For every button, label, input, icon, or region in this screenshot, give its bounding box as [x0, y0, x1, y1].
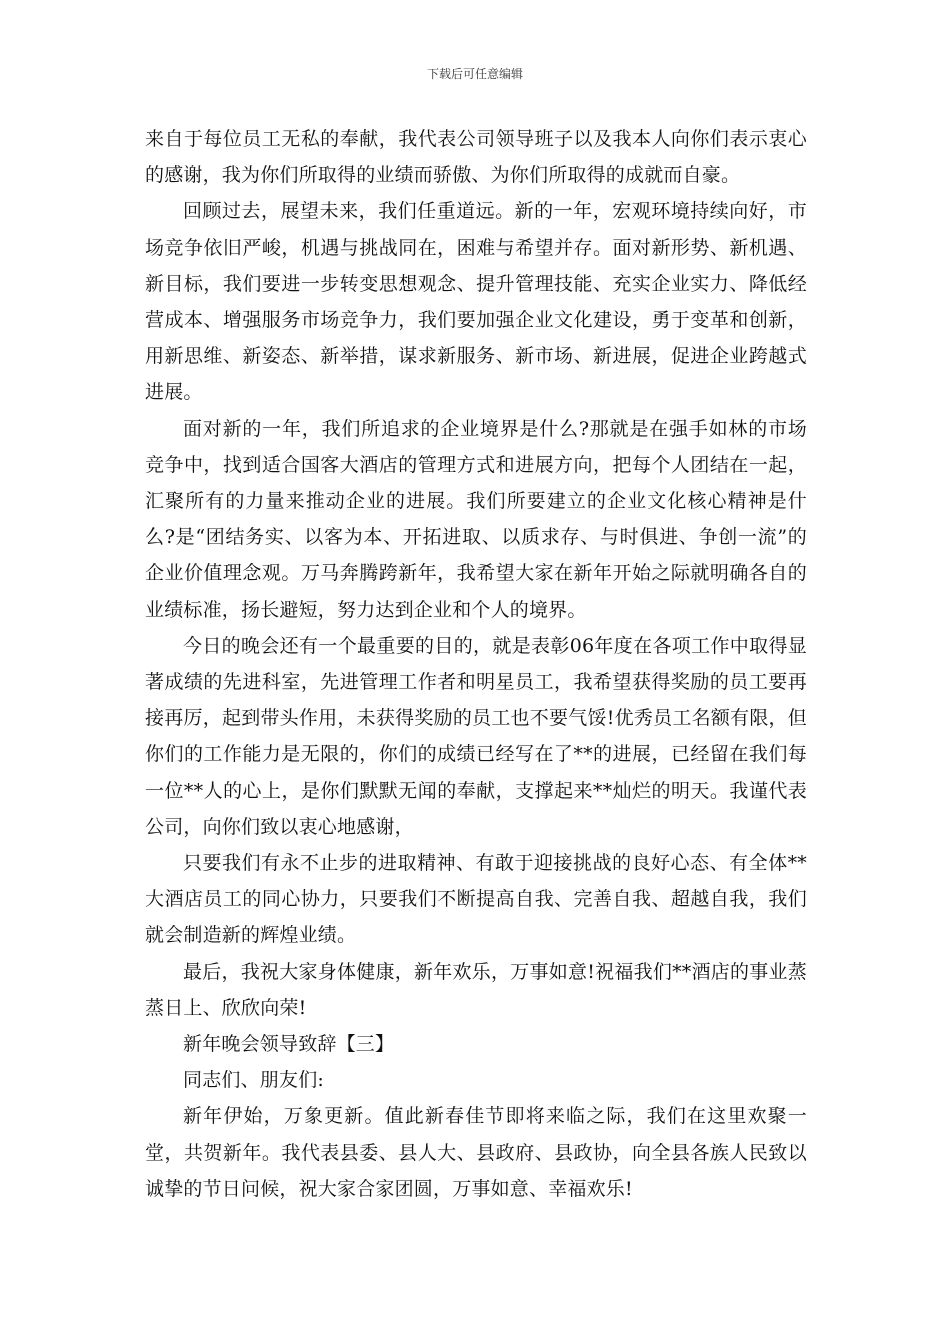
salutation: 同志们、朋友们:: [183, 1069, 325, 1092]
document-body: [145, 121, 807, 1207]
paragraph-continuation: 来自于每位员工无私的奉献，我代表公司领导班子以及我本人向你们表示衷心的感谢，我为你们所取得的业绩而骄傲、为你们所取得的成就而自豪。: [145, 128, 807, 187]
paragraph-awards: 今日的晚会还有一个最重要的目的，就是表彰06年度在各项工作中取得显著成绩的先进科室，先进管理工作者和明星员工，我希望获得奖励的员工要再接再厉，起到带头作用，未获得奖励的员工也不要气馁!优秀员工名额有限，但你们的工作能力是无限的，你们的成绩已经写在了**的进展，已经留在我们每一位**人的心上，是你们默默无闻的奉献，支撑起来**灿烂的明天。我谨代表公司，向你们致以衷心地感谢，: [145, 634, 807, 838]
paragraph-spirit: 只要我们有永不止步的进取精神、有敢于迎接挑战的良好心态、有全体**大酒店员工的同心协力，只要我们不断提高自我、完善自我、超越自我，我们就会制造新的辉煌业绩。: [145, 852, 807, 947]
page-header: 下载后可任意编辑: [426, 67, 523, 81]
paragraph-review-outlook: 回顾过去，展望未来，我们任重道远。新的一年，宏观环境持续向好，市场竞争依旧严峻，机遇与挑战同在，困难与希望并存。面对新形势、新机遇、新目标，我们要进一步转变思想观念、提升管理技能、充实企业实力、降低经营成本、增强服务市场竞争力，我们要加强企业文化建设，勇于变革和创新，用新思维、新姿态、新举措，谋求新服务、新市场、新进展，促进企业跨越式进展。: [145, 200, 807, 404]
paragraph-closing-wishes: 最后，我祝大家身体健康，新年欢乐，万事如意!祝福我们**酒店的事业蒸蒸日上、欣欣向荣!: [145, 960, 807, 1019]
section-heading: 新年晚会领导致辞【三】: [183, 1033, 395, 1056]
paragraph-new-year-greeting: 新年伊始，万象更新。值此新春佳节即将来临之际，我们在这里欢聚一堂，共贺新年。我代表县委、县人大、县政府、县政协，向全县各族人民致以诚挚的节日问候，祝大家合家团圆，万事如意、幸福欢乐!: [145, 1105, 807, 1200]
paragraph-enterprise-vision: 面对新的一年，我们所追求的企业境界是什么?那就是在强手如林的市场竞争中，找到适合国客大酒店的管理方式和进展方向，把每个人团结在一起，汇聚所有的力量来推动企业的进展。我们所要建立的企业文化核心精神是什么?是“团结务实、以客为本、开拓进取、以质求存、与时俱进、争创一流”的企业价值理念观。万马奔腾跨新年，我希望大家在新年开始之际就明确各自的业绩标准，扬长避短，努力达到企业和个人的境界。: [145, 417, 807, 621]
